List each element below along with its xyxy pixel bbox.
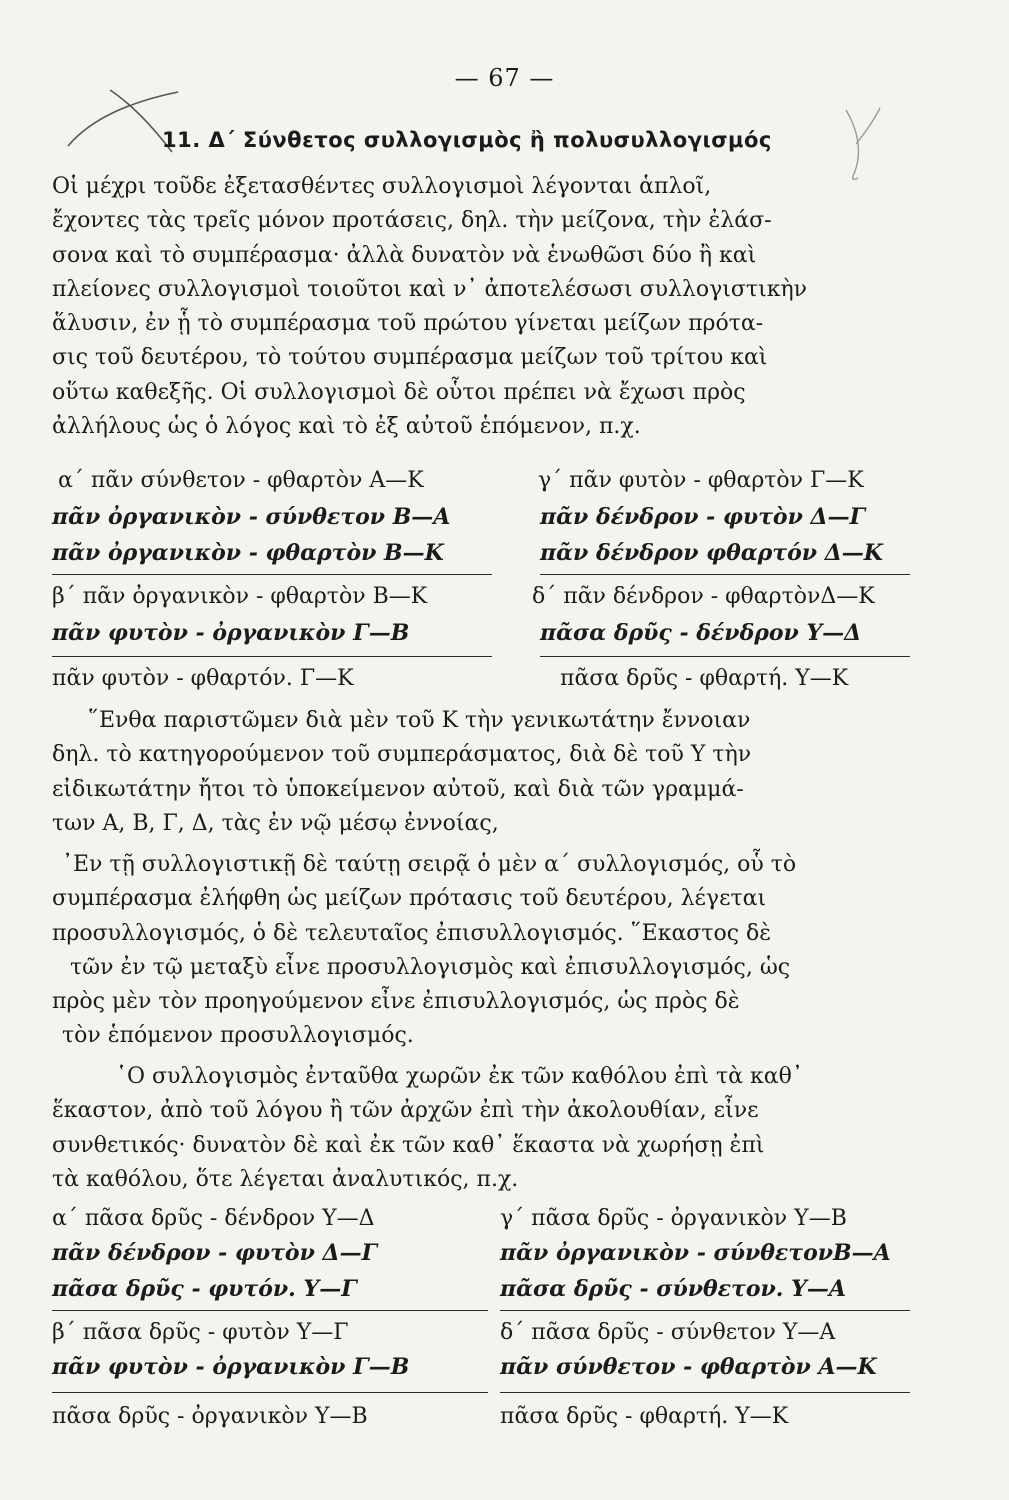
syllogism-d-minor: πᾶσα δρῦς - δένδρον Υ—Δ xyxy=(540,620,862,646)
analytic-d-conclusion: πᾶσα δρῦς - φθαρτή. Υ—Κ xyxy=(500,1404,789,1429)
syllogism-b-major: β΄ πᾶν ὀργανικὸν - φθαρτὸν Β—Κ xyxy=(52,584,428,609)
text-line: σονα καὶ τὸ συμπέρασμα· ἀλλὰ δυνατὸν νὰ ἑνωθῶσι δύο ἢ καὶ xyxy=(52,242,757,268)
syllogism-g-minor: πᾶν δένδρον - φυτὸν Δ—Γ xyxy=(540,504,866,530)
paragraph-prosyllogism xyxy=(52,848,912,1054)
analytic-b-major: β΄ πᾶσα δρῦς - φυτὸν Υ—Γ xyxy=(52,1320,349,1345)
analytic-a-minor: πᾶν δένδρον - φυτὸν Δ—Γ xyxy=(52,1240,378,1266)
text-line: συμπέρασμα ἐλήφθη ὡς μείζων πρότασις τοῦ δευτέρου, λέγεται xyxy=(52,886,767,912)
analytic-g-major: γ΄ πᾶσα δρῦς - ὀργανικὸν Υ—Β xyxy=(500,1206,847,1231)
text-line: προσυλλογισμός, ὁ δὲ τελευταῖος ἐπισυλλογισμός. ῞Εκαστος δὲ xyxy=(52,920,772,946)
analytic-b-conclusion: πᾶσα δρῦς - ὀργανικὸν Υ—Β xyxy=(52,1404,368,1429)
syllogism-d-conclusion: πᾶσα δρῦς - φθαρτή. Υ—Κ xyxy=(560,666,849,691)
paragraph-synthetic-analytic xyxy=(52,1060,912,1197)
analytic-b-minor: πᾶν φυτὸν - ὀργανικὸν Γ—Β xyxy=(52,1354,410,1380)
syllogism-a-minor: πᾶν ὀργανικὸν - σύνθετον Β—Α xyxy=(52,504,451,530)
text-line: ῞Ενθα παριστῶμεν διὰ μὲν τοῦ Κ τὴν γενικωτάτην ἔννοιαν xyxy=(88,708,751,733)
text-line: ἔχοντες τὰς τρεῖς μόνον προτάσεις, δηλ. τὴν μείζονα, τὴν ἐλάσ- xyxy=(52,208,772,234)
text-line: Οἱ μέχρι τοῦδε ἐξετασθέντες συλλογισμοὶ λέγονται ἁπλοῖ, xyxy=(52,174,712,199)
text-line: πλείονες συλλογισμοὶ τοιοῦτοι καὶ ν᾿ ἀποτελέσωσι συλλογιστικὴν xyxy=(52,276,808,302)
text-line: ᾿Εν τῇ συλλογιστικῇ δὲ ταύτῃ σειρᾷ ὁ μὲν α΄ συλλογισμός, οὗ τὸ xyxy=(62,852,797,877)
analytic-a-conclusion: πᾶσα δρῦς - φυτόν. Υ—Γ xyxy=(52,1276,357,1302)
syllogism-g-major: γ΄ πᾶν φυτὸν - φθαρτὸν Γ—Κ xyxy=(538,468,864,493)
text-line: ἕκαστον, ἀπὸ τοῦ λόγου ἢ τῶν ἀρχῶν ἐπὶ τὴν ἀκολουθίαν, εἶνε xyxy=(52,1098,759,1124)
syllogism-rule xyxy=(52,656,492,657)
syllogism-rule xyxy=(500,1392,910,1393)
syllogism-a-conclusion: πᾶν ὀργανικὸν - φθαρτὸν Β—Κ xyxy=(52,540,444,566)
syllogism-g-conclusion: πᾶν δένδρον φθαρτόν Δ—Κ xyxy=(540,540,883,566)
text-line: εἰδικωτάτην ἤτοι τὸ ὑποκείμενον αὐτοῦ, καὶ διὰ τῶν γραμμά- xyxy=(52,776,744,802)
analytic-g-minor: πᾶν ὀργανικὸν - σύνθετονΒ—Α xyxy=(500,1240,891,1266)
text-line: ῾Ο συλλογισμὸς ἐνταῦθα χωρῶν ἐκ τῶν καθόλου ἐπὶ τὰ καθ᾿ xyxy=(116,1064,803,1089)
syllogism-d-major: δ΄ πᾶν δένδρον - φθαρτὸνΔ—Κ xyxy=(532,584,875,609)
text-line: των Α, Β, Γ, Δ, τὰς ἐν νῷ μέσῳ ἐννοίας, xyxy=(52,810,499,836)
syllogism-b-minor: πᾶν φυτὸν - ὀργανικὸν Γ—Β xyxy=(52,620,410,646)
text-line: τὸν ἑπόμενον προσυλλογισμός. xyxy=(62,1023,414,1049)
analytic-d-minor: πᾶν σύνθετον - φθαρτὸν Α—Κ xyxy=(500,1354,877,1380)
analytic-a-major: α΄ πᾶσα δρῦς - δένδρον Υ—Δ xyxy=(52,1206,375,1231)
analytic-g-conclusion: πᾶσα δρῦς - σύνθετον. Υ—Α xyxy=(500,1276,846,1302)
syllogism-rule xyxy=(52,574,492,575)
text-line: ἅλυσιν, ἐν ᾗ τὸ συμπέρασμα τοῦ πρώτου γίνεται μείζων πρότα- xyxy=(52,311,764,337)
text-line: δηλ. τὸ κατηγορούμενον τοῦ συμπεράσματος, διὰ δὲ τοῦ Υ τὴν xyxy=(52,742,752,768)
text-line: συνθετικός· δυνατὸν δὲ καὶ ἐκ τῶν καθ᾿ ἕκαστα νὰ χωρήσῃ ἐπὶ xyxy=(52,1132,765,1158)
syllogism-a-major: α΄ πᾶν σύνθετον - φθαρτὸν Α—Κ xyxy=(58,468,424,493)
text-line: οὕτω καθεξῆς. Οἱ συλλογισμοὶ δὲ οὗτοι πρέπει νὰ ἔχωσι πρὸς xyxy=(52,379,746,405)
syllogism-rule xyxy=(52,1310,488,1311)
text-line: τὰ καθόλου, ὅτε λέγεται ἀναλυτικός, π.χ. xyxy=(52,1166,519,1192)
syllogism-rule xyxy=(52,1392,488,1393)
text-line: σις τοῦ δευτέρου, τὸ τούτου συμπέρασμα μείζων τοῦ τρίτου καὶ xyxy=(52,345,768,371)
section-heading: 11. Δ΄ Σύνθετος συλλογισμὸς ἢ πολυσυλλογισμός xyxy=(162,128,772,152)
text-line: τῶν ἐν τῷ μεταξὺ εἶνε προσυλλογισμὸς καὶ ἐπισυλλογισμός, ὡς xyxy=(70,954,791,980)
analytic-d-major: δ΄ πᾶσα δρῦς - σύνθετον Υ—Α xyxy=(500,1320,836,1345)
text-line: πρὸς μὲν τὸν προηγούμενον εἶνε ἐπισυλλογισμός, ὡς πρὸς δὲ xyxy=(52,989,740,1015)
paragraph-notation xyxy=(52,704,912,841)
paragraph-simple-syllogisms xyxy=(52,170,912,444)
syllogism-b-conclusion: πᾶν φυτὸν - φθαρτόν. Γ—Κ xyxy=(52,666,354,691)
syllogism-rule xyxy=(540,574,910,575)
syllogism-rule xyxy=(500,1310,910,1311)
text-line: ἀλλήλους ὡς ὁ λόγος καὶ τὸ ἐξ αὐτοῦ ἑπόμενον, π.χ. xyxy=(52,414,641,440)
page-number: — 67 — xyxy=(454,64,555,92)
syllogism-rule xyxy=(540,656,910,657)
